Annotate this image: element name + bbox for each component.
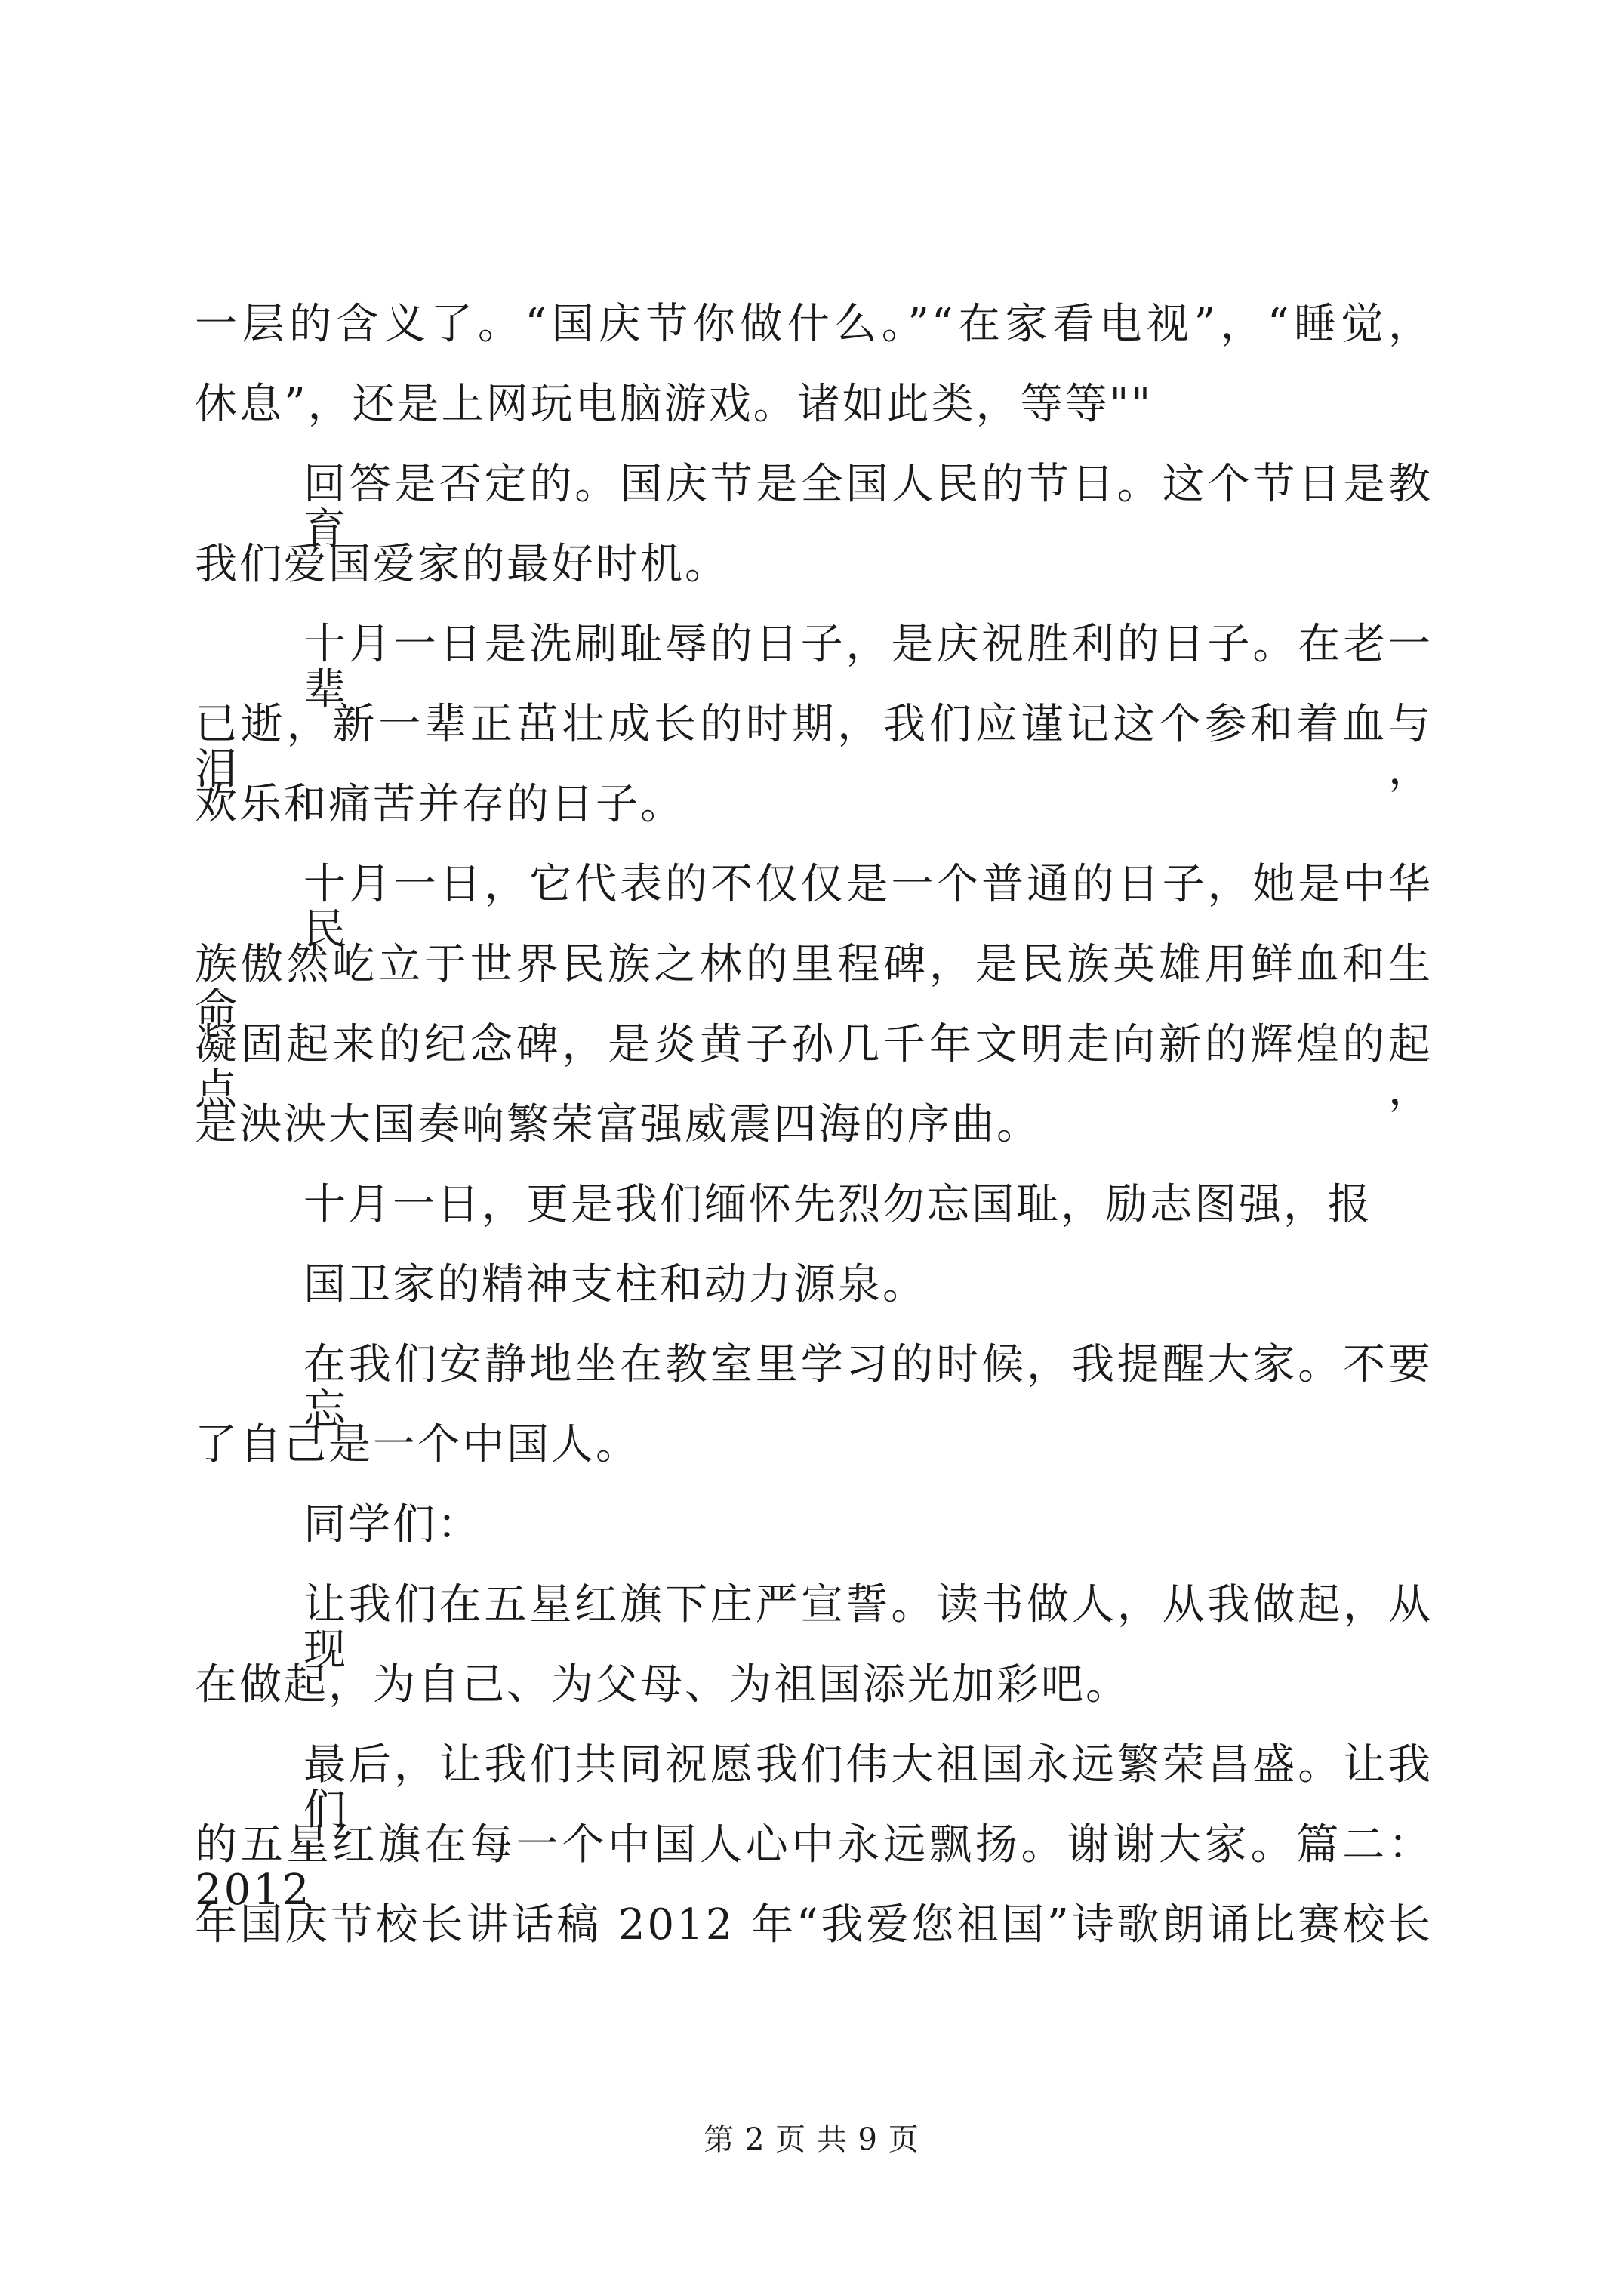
text-line: 凝固起来的纪念碑，是炎黄子孙几千年文明走向新的辉煌的起点， <box>195 1020 1433 1114</box>
text-line: 休息”，还是上网玩电脑游戏。诸如此类，等等"" <box>195 380 1153 429</box>
page-number-footer: 第 2 页 共 9 页 <box>704 2122 919 2157</box>
text-line: 是泱泱大国奏响繁荣富强威震四海的序曲。 <box>195 1100 1041 1149</box>
text-line: 我们爱国爱家的最好时机。 <box>195 540 729 589</box>
text-line: 一层的含义了。“国庆节你做什么。”“在家看电视”，“睡觉， <box>195 300 1433 349</box>
text-line: 欢乐和痛苦并存的日子。 <box>195 780 685 829</box>
text-line: 让我们在五星红旗下庄严宣誓。读书做人，从我做起，从现 <box>303 1580 1433 1675</box>
text-line: 在做起，为自己、为父母、为祖国添光加彩吧。 <box>195 1660 1130 1709</box>
text-line: 在我们安静地坐在教室里学习的时候，我提醒大家。不要忘 <box>303 1340 1433 1435</box>
text-line: 的五星红旗在每一个中国人心中永远飘扬。谢谢大家。篇二：2012 <box>195 1820 1433 1915</box>
text-line: 十月一日是洗刷耻辱的日子，是庆祝胜利的日子。在老一辈 <box>303 620 1433 714</box>
text-line: 已逝，新一辈正茁壮成长的时期，我们应谨记这个参和着血与泪， <box>195 700 1433 794</box>
text-line: 十月一日，更是我们缅怀先烈勿忘国耻，励志图强，报 <box>303 1180 1372 1229</box>
text-line: 同学们： <box>303 1500 482 1549</box>
text-line: 最后，让我们共同祝愿我们伟大祖国永远繁荣昌盛。让我们 <box>303 1740 1433 1835</box>
body-text <box>195 302 1433 1983</box>
text-line: 年国庆节校长讲话稿 2012 年“我爱您祖国”诗歌朗诵比赛校长 <box>195 1900 1433 1949</box>
text-line: 了自己是一个中国人。 <box>195 1420 640 1469</box>
text-line: 十月一日，它代表的不仅仅是一个普通的日子，她是中华民 <box>303 860 1433 954</box>
text-line: 国卫家的精神支柱和动力源泉。 <box>303 1260 927 1309</box>
text-line: 族傲然屹立于世界民族之林的里程碑，是民族英雄用鲜血和生命 <box>195 940 1433 1034</box>
text-line: 回答是否定的。国庆节是全国人民的节日。这个节日是教育 <box>303 460 1433 554</box>
